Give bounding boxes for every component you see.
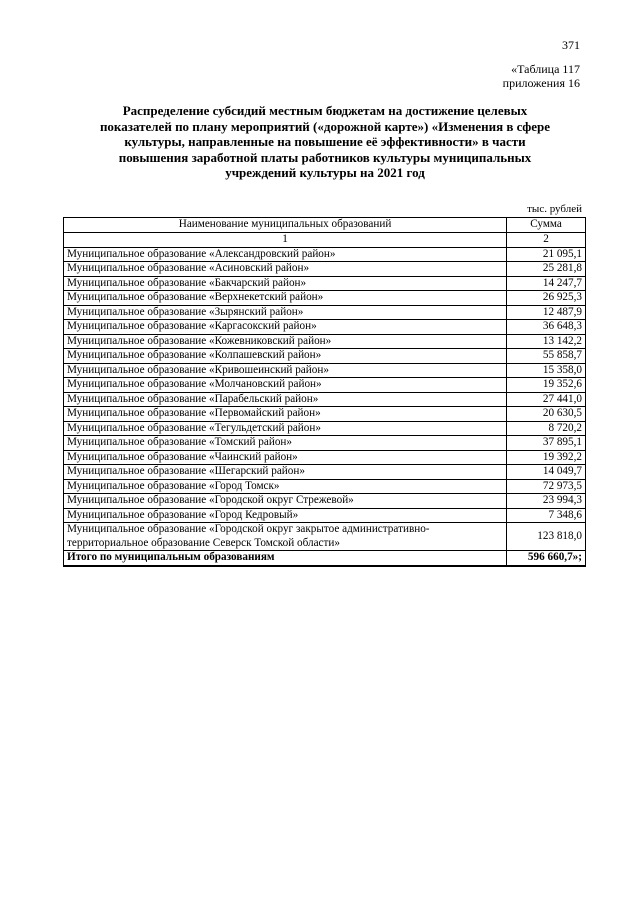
title-line-2: показателей по плану мероприятий («дорожной карте») «Изменения в сфере — [99, 118, 551, 134]
subsidy-sum: 8 720,2 — [507, 421, 586, 436]
table-header-row — [64, 218, 586, 233]
column-number-1: 1 — [64, 233, 507, 248]
table-row — [64, 334, 586, 349]
subsidy-sum: 19 352,6 — [507, 378, 586, 393]
subsidy-sum: 15 358,0 — [507, 363, 586, 378]
municipality-name: Муниципальное образование «Парабельский район» — [64, 392, 507, 407]
subsidy-sum: 123 818,0 — [507, 523, 586, 551]
title-line-5: учреждений культуры на 2021 год — [225, 165, 425, 180]
subsidy-sum: 19 392,2 — [507, 450, 586, 465]
subsidy-sum: 23 994,3 — [507, 494, 586, 509]
subsidy-sum: 12 487,9 — [507, 305, 586, 320]
municipality-name: Муниципальное образование «Верхнекетский район» — [64, 291, 507, 306]
table-reference — [503, 62, 580, 90]
table-row — [64, 479, 586, 494]
table-row — [64, 450, 586, 465]
municipality-name: Муниципальное образование «Молчановский район» — [64, 378, 507, 393]
subsidy-sum: 21 095,1 — [507, 247, 586, 262]
subsidy-sum: 25 281,8 — [507, 262, 586, 277]
table-row — [64, 363, 586, 378]
document-title — [70, 103, 580, 181]
table-row — [64, 247, 586, 262]
table-row — [64, 392, 586, 407]
municipality-name: Муниципальное образование «Чаинский район» — [64, 450, 507, 465]
municipality-name: Муниципальное образование «Зырянский район» — [64, 305, 507, 320]
header-sum-column: Сумма — [507, 218, 586, 233]
table-row — [64, 320, 586, 335]
table-row — [64, 291, 586, 306]
subsidy-table — [63, 217, 586, 567]
municipality-name: Муниципальное образование «Городской округ закрытое административно-территориальное образование Северск Томской области» — [64, 523, 507, 551]
total-sum: 596 660,7»; — [507, 551, 586, 566]
municipality-name: Муниципальное образование «Тегульдетский район» — [64, 421, 507, 436]
municipality-name: Муниципальное образование «Кожевниковский район» — [64, 334, 507, 349]
title-line-1: Распределение субсидий местным бюджетам на достижение целевых — [122, 103, 528, 118]
units-label: тыс. рублей — [527, 203, 582, 215]
municipality-name: Муниципальное образование «Асиновский район» — [64, 262, 507, 277]
subsidy-sum: 27 441,0 — [507, 392, 586, 407]
column-number-row — [64, 233, 586, 248]
subsidy-sum: 72 973,5 — [507, 479, 586, 494]
municipality-name: Муниципальное образование «Каргасокский район» — [64, 320, 507, 335]
table-row — [64, 465, 586, 480]
municipality-name: Муниципальное образование «Городской округ Стрежевой» — [64, 494, 507, 509]
municipality-name: Муниципальное образование «Город Кедровый» — [64, 508, 507, 523]
table-row — [64, 421, 586, 436]
table-row — [64, 305, 586, 320]
municipality-name: Муниципальное образование «Первомайский район» — [64, 407, 507, 422]
subsidy-sum: 14 049,7 — [507, 465, 586, 480]
title-line-4: повышения заработной платы работников культуры муниципальных — [118, 149, 532, 165]
table-row — [64, 494, 586, 509]
subsidy-sum: 20 630,5 — [507, 407, 586, 422]
subsidy-sum: 36 648,3 — [507, 320, 586, 335]
table-row — [64, 262, 586, 277]
municipality-name: Муниципальное образование «Томский район» — [64, 436, 507, 451]
header-name-column: Наименование муниципальных образований — [64, 218, 507, 233]
subsidy-sum: 26 925,3 — [507, 291, 586, 306]
page-number: 371 — [562, 38, 580, 52]
column-number-2: 2 — [507, 233, 586, 248]
table-row — [64, 378, 586, 393]
total-label: Итого по муниципальным образованиям — [64, 551, 507, 566]
subsidy-sum: 7 348,6 — [507, 508, 586, 523]
municipality-name: Муниципальное образование «Город Томск» — [64, 479, 507, 494]
table-row — [64, 349, 586, 364]
municipality-name: Муниципальное образование «Бакчарский район» — [64, 276, 507, 291]
total-row — [64, 551, 586, 566]
table-row — [64, 508, 586, 523]
table-row — [64, 407, 586, 422]
subsidy-sum: 13 142,2 — [507, 334, 586, 349]
table-reference-line-1: «Таблица 117 — [511, 62, 580, 76]
municipality-name: Муниципальное образование «Александровский район» — [64, 247, 507, 262]
table-row — [64, 276, 586, 291]
table-reference-line-2: приложения 16 — [502, 76, 580, 90]
table-row — [64, 436, 586, 451]
municipality-name: Муниципальное образование «Шегарский район» — [64, 465, 507, 480]
subsidy-sum: 14 247,7 — [507, 276, 586, 291]
subsidy-sum: 37 895,1 — [507, 436, 586, 451]
subsidy-sum: 55 858,7 — [507, 349, 586, 364]
title-line-3: культуры, направленные на повышение её эффективности» в части — [124, 134, 526, 149]
municipality-name: Муниципальное образование «Колпашевский район» — [64, 349, 507, 364]
municipality-name: Муниципальное образование «Кривошеинский район» — [64, 363, 507, 378]
table-row — [64, 523, 586, 551]
